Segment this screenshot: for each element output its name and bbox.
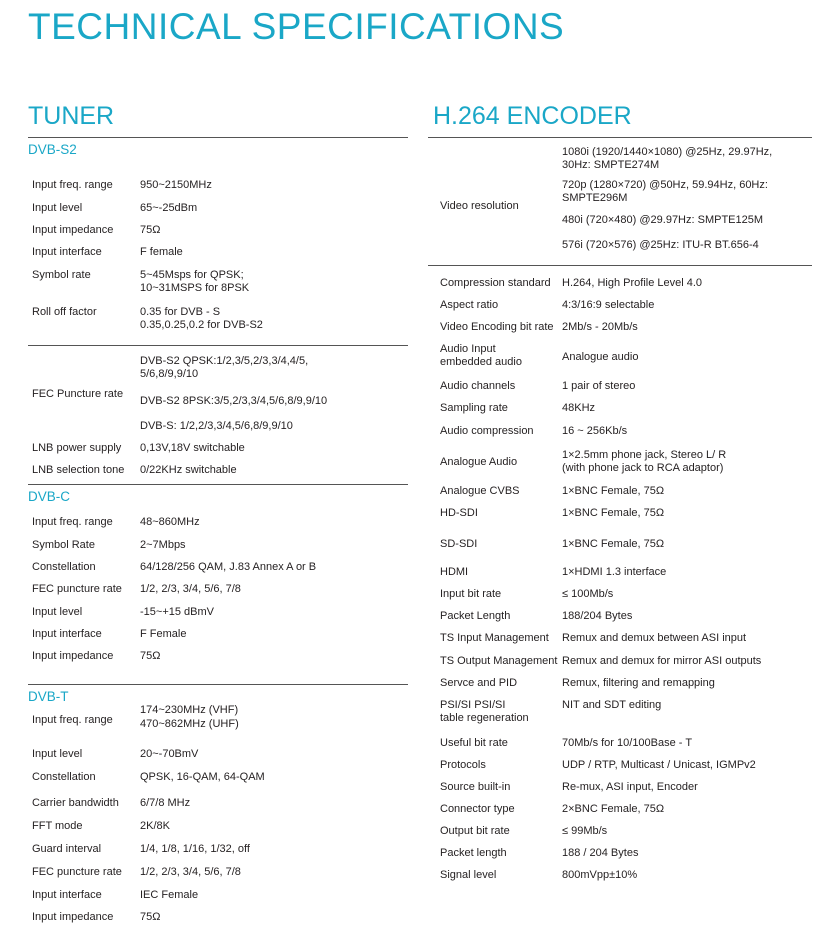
spec-value: Remux and demux between ASI input <box>562 632 747 644</box>
spec-value-line: 5/6,8/9,9/10 <box>140 368 199 380</box>
dvbt-heading: DVB-T <box>28 689 69 704</box>
spec-label: Input freq. range <box>32 516 113 528</box>
page-title: TECHNICAL SPECIFICATIONS <box>28 6 565 47</box>
spec-label: LNB power supply <box>32 442 122 454</box>
spec-label: Audio compression <box>440 425 534 437</box>
spec-label: FEC puncture rate <box>32 583 122 595</box>
spec-value: 48~860MHz <box>140 516 200 528</box>
spec-value: 1×HDMI 1.3 interface <box>562 566 667 578</box>
spec-value-line: 30Hz: SMPTE274M <box>562 159 660 171</box>
spec-value: 188/204 Bytes <box>562 610 633 622</box>
spec-label: TS Output Management <box>440 655 558 667</box>
spec-label: SD-SDI <box>440 538 478 550</box>
spec-label: Video resolution <box>440 200 519 212</box>
spec-value: 75Ω <box>140 911 161 923</box>
divider <box>28 137 408 138</box>
dvbs2-heading: DVB-S2 <box>28 142 77 157</box>
spec-label: Symbol Rate <box>32 539 95 551</box>
spec-value-line: 576i (720×576) @25Hz: ITU-R BT.656-4 <box>562 239 759 251</box>
spec-value: UDP / RTP, Multicast / Unicast, IGMPv2 <box>562 759 756 771</box>
spec-label: Input interface <box>32 246 102 258</box>
spec-value: 950~2150MHz <box>140 179 212 191</box>
spec-label: Constellation <box>32 771 96 783</box>
spec-label: Signal level <box>440 869 497 881</box>
spec-value: 6/7/8 MHz <box>140 797 191 809</box>
spec-label: Constellation <box>32 561 96 573</box>
spec-label: Input freq. range <box>32 179 113 191</box>
divider <box>428 137 812 138</box>
spec-value: 1×BNC Female, 75Ω <box>562 507 665 519</box>
spec-label: TS Input Management <box>440 632 549 644</box>
spec-value-line: 5~45Msps for QPSK; <box>140 269 244 281</box>
spec-label-line: Audio Input <box>440 343 496 355</box>
spec-value: Analogue audio <box>562 351 639 363</box>
tuner-heading: TUNER <box>28 102 115 130</box>
spec-label: Input interface <box>32 628 102 640</box>
spec-value-line: 480i (720×480) @29.97Hz: SMPTE125M <box>562 214 764 226</box>
encoder-heading: H.264 ENCODER <box>433 102 632 130</box>
spec-label: Video Encoding bit rate <box>440 321 554 333</box>
spec-label-line: PSI/SI PSI/SI <box>440 699 506 711</box>
divider <box>28 684 408 685</box>
spec-value: Remux and demux for mirror ASI outputs <box>562 655 762 667</box>
spec-label: Input level <box>32 748 83 760</box>
spec-value: 75Ω <box>140 650 161 662</box>
spec-label-line: table regeneration <box>440 712 529 724</box>
spec-label: HDMI <box>440 566 469 578</box>
spec-label: Input level <box>32 606 83 618</box>
spec-value: QPSK, 16-QAM, 64-QAM <box>140 771 265 783</box>
spec-label: Packet length <box>440 847 507 859</box>
spec-value: 0/22KHz switchable <box>140 464 237 476</box>
spec-label: Input freq. range <box>32 714 113 726</box>
spec-value: 1/2, 2/3, 3/4, 5/6, 7/8 <box>140 583 241 595</box>
spec-label: Aspect ratio <box>440 299 499 311</box>
spec-label: HD-SDI <box>440 507 478 519</box>
spec-value-line: 720p (1280×720) @50Hz, 59.94Hz, 60Hz: <box>562 179 768 191</box>
spec-value: NIT and SDT editing <box>562 699 662 711</box>
spec-label: Input impedance <box>32 224 114 236</box>
spec-value: 800mVpp±10% <box>562 869 638 881</box>
spec-value: IEC Female <box>140 889 199 901</box>
spec-label: Useful bit rate <box>440 737 508 749</box>
spec-value: 4:3/16:9 selectable <box>562 299 655 311</box>
spec-label: LNB selection tone <box>32 464 125 476</box>
spec-value-line: 0.35,0.25,0.2 for DVB-S2 <box>140 319 263 331</box>
spec-value: ≤ 99Mb/s <box>562 825 608 837</box>
spec-value: 188 / 204 Bytes <box>562 847 639 859</box>
spec-label: Input impedance <box>32 650 114 662</box>
spec-value: ≤ 100Mb/s <box>562 588 614 600</box>
spec-label: Packet Length <box>440 610 511 622</box>
spec-value-line: SMPTE296M <box>562 192 628 204</box>
divider <box>28 345 408 346</box>
spec-label: Analogue Audio <box>440 456 518 468</box>
spec-value: 1×BNC Female, 75Ω <box>562 538 665 550</box>
spec-label: Compression standard <box>440 277 551 289</box>
spec-value: F Female <box>140 628 187 640</box>
spec-value-line: 10~31MSPS for 8PSK <box>140 282 250 294</box>
spec-value: F female <box>140 246 183 258</box>
spec-value-line: DVB-S2 8PSK:3/5,2/3,3/4,5/6,8/9,9/10 <box>140 395 328 407</box>
spec-value: 65~-25dBm <box>140 202 198 214</box>
spec-value: 1 pair of stereo <box>562 380 636 392</box>
spec-value: 48KHz <box>562 402 596 414</box>
spec-value-line: (with phone jack to RCA adaptor) <box>562 462 724 474</box>
spec-label: Audio channels <box>440 380 516 392</box>
spec-label-line: embedded audio <box>440 356 522 368</box>
spec-label: FEC puncture rate <box>32 866 122 878</box>
divider <box>28 484 408 485</box>
spec-value-line: 1080i (1920/1440×1080) @25Hz, 29.97Hz, <box>562 146 773 158</box>
spec-value-line: 1×2.5mm phone jack, Stereo L/ R <box>562 449 727 461</box>
spec-label: Symbol rate <box>32 269 91 281</box>
spec-label: FEC Puncture rate <box>32 388 124 400</box>
spec-value: 2×BNC Female, 75Ω <box>562 803 665 815</box>
spec-value: 16 ~ 256Kb/s <box>562 425 628 437</box>
spec-label: FFT mode <box>32 820 83 832</box>
spec-label: Analogue CVBS <box>440 485 520 497</box>
spec-label: Input interface <box>32 889 102 901</box>
dvbc-heading: DVB-C <box>28 489 71 504</box>
spec-value: 75Ω <box>140 224 161 236</box>
spec-label: Roll off factor <box>32 306 97 318</box>
spec-label: Connector type <box>440 803 515 815</box>
spec-value: 2K/8K <box>140 820 170 832</box>
spec-label: Input impedance <box>32 911 114 923</box>
spec-value: 64/128/256 QAM, J.83 Annex A or B <box>140 561 317 573</box>
spec-value: 1×BNC Female, 75Ω <box>562 485 665 497</box>
spec-label: Output bit rate <box>440 825 510 837</box>
spec-value-line: DVB-S: 1/2,2/3,3/4,5/6,8/9,9/10 <box>140 420 293 432</box>
spec-value-line: 174~230MHz (VHF) <box>140 704 239 716</box>
spec-value: 2~7Mbps <box>140 539 186 551</box>
spec-value: Remux, filtering and remapping <box>562 677 715 689</box>
divider <box>428 265 812 266</box>
spec-label: Guard interval <box>32 843 102 855</box>
spec-label: Carrier bandwidth <box>32 797 119 809</box>
spec-value: 2Mb/s - 20Mb/s <box>562 321 638 333</box>
spec-value: 1/2, 2/3, 3/4, 5/6, 7/8 <box>140 866 241 878</box>
spec-label: Source built-in <box>440 781 511 793</box>
spec-value: Re-mux, ASI input, Encoder <box>562 781 698 793</box>
spec-value-line: 0.35 for DVB - S <box>140 306 221 318</box>
spec-label: Protocols <box>440 759 486 771</box>
spec-value-line: DVB-S2 QPSK:1/2,3/5,2/3,3/4,4/5, <box>140 355 309 367</box>
spec-value: 20~-70BmV <box>140 748 199 760</box>
spec-value: 0,13V,18V switchable <box>140 442 245 454</box>
spec-label: Input level <box>32 202 83 214</box>
spec-value-line: 470~862MHz (UHF) <box>140 718 239 730</box>
spec-value: 70Mb/s for 10/100Base - T <box>562 737 693 749</box>
spec-value: -15~+15 dBmV <box>140 606 214 618</box>
spec-value: H.264, High Profile Level 4.0 <box>562 277 703 289</box>
spec-value: 1/4, 1/8, 1/16, 1/32, off <box>140 843 250 855</box>
spec-label: Input bit rate <box>440 588 502 600</box>
spec-label: Servce and PID <box>440 677 518 689</box>
spec-label: Sampling rate <box>440 402 508 414</box>
